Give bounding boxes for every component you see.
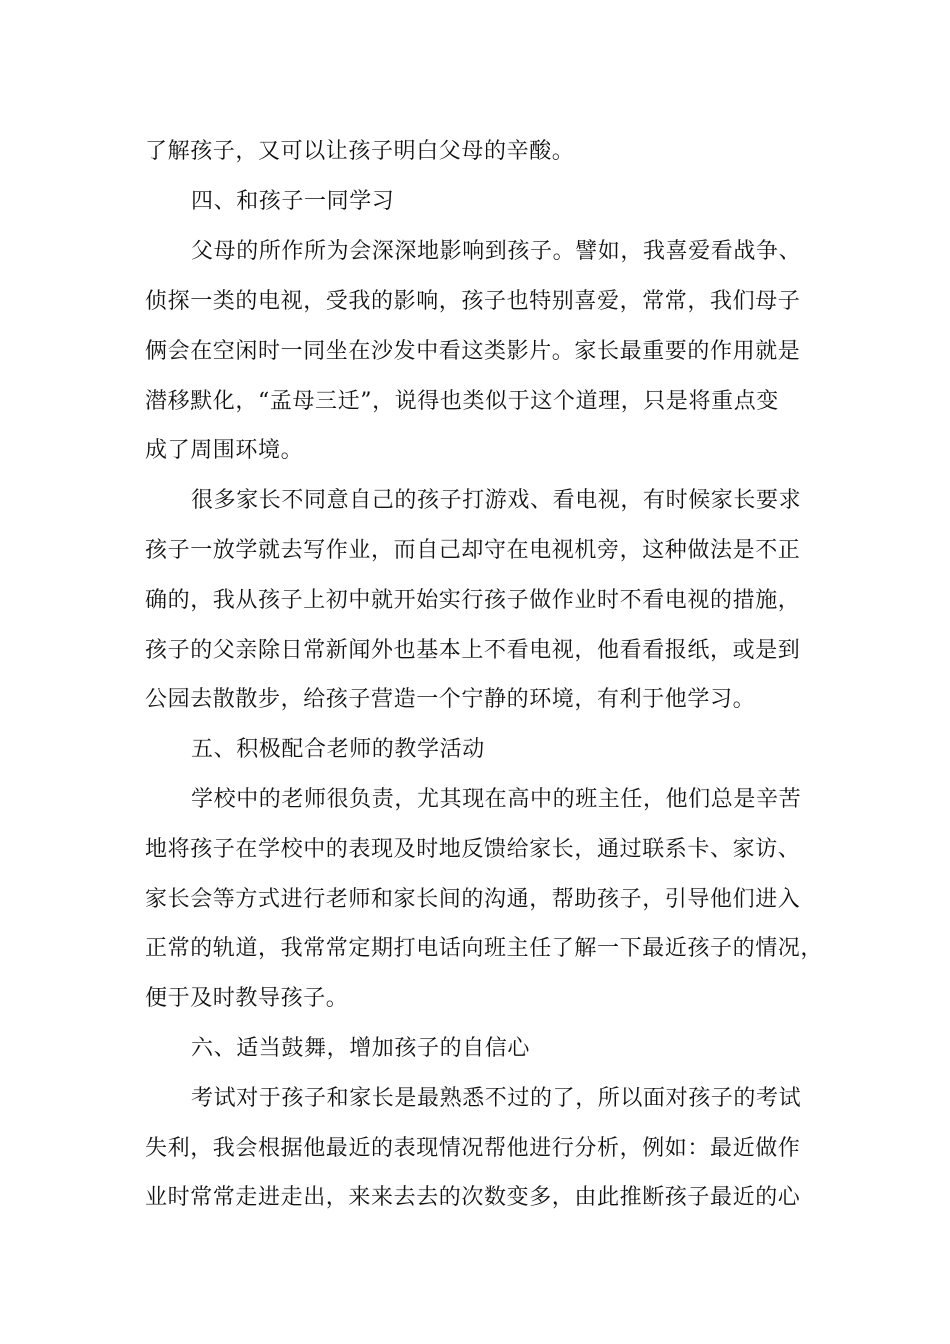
text-line: 考试对于孩子和家长是最熟悉不过的了，所以面对孩子的考试 bbox=[191, 1086, 802, 1111]
text-line: 父母的所作所为会深深地影响到孩子。譬如，我喜爱看战争、 bbox=[191, 239, 802, 264]
text-line: 公园去散散步，给孩子营造一个宁静的环境，有利于他学习。 bbox=[145, 687, 756, 712]
text-line: 便于及时教导孩子。 bbox=[145, 986, 349, 1011]
text-line: 俩会在空闲时一同坐在沙发中看这类影片。家长最重要的作用就是 bbox=[145, 339, 801, 364]
text-line: 成了周围环境。 bbox=[145, 438, 304, 463]
text-line: 很多家长不同意自己的孩子打游戏、看电视，有时候家长要求 bbox=[191, 488, 802, 513]
text-line: 地将孩子在学校中的表现及时地反馈给家长，通过联系卡、家访、 bbox=[145, 837, 801, 862]
section-heading: 六、适当鼓舞，增加孩子的自信心 bbox=[191, 1036, 531, 1061]
section-heading: 五、积极配合老师的教学活动 bbox=[191, 737, 485, 762]
text-line: 侦探一类的电视，受我的影响，孩子也特别喜爱，常常，我们母子 bbox=[145, 289, 801, 314]
text-line: 孩子的父亲除日常新闻外也基本上不看电视，他看看报纸，或是到 bbox=[145, 638, 801, 663]
text-line: 家长会等方式进行老师和家长间的沟通，帮助孩子，引导他们进入 bbox=[145, 887, 801, 912]
text-line: 业时常常走进走出，来来去去的次数变多，由此推断孩子最近的心 bbox=[145, 1185, 801, 1210]
section-heading: 四、和孩子一同学习 bbox=[191, 189, 395, 214]
text-line: 孩子一放学就去写作业，而自己却守在电视机旁，这种做法是不正 bbox=[145, 538, 801, 563]
text-line: 确的，我从孩子上初中就开始实行孩子做作业时不看电视的措施， bbox=[145, 588, 801, 613]
text-line: 潜移默化，“孟母三迁”，说得也类似于这个道理，只是将重点变 bbox=[145, 389, 779, 414]
text-line: 学校中的老师很负责，尤其现在高中的班主任，他们总是辛苦 bbox=[191, 787, 802, 812]
text-line: 了解孩子，又可以让孩子明白父母的辛酸。 bbox=[145, 139, 575, 164]
text-line: 失利，我会根据他最近的表现情况帮他进行分析，例如：最近做作 bbox=[145, 1136, 801, 1161]
text-line: 正常的轨道，我常常定期打电话向班主任了解一下最近孩子的情况， bbox=[145, 936, 824, 961]
